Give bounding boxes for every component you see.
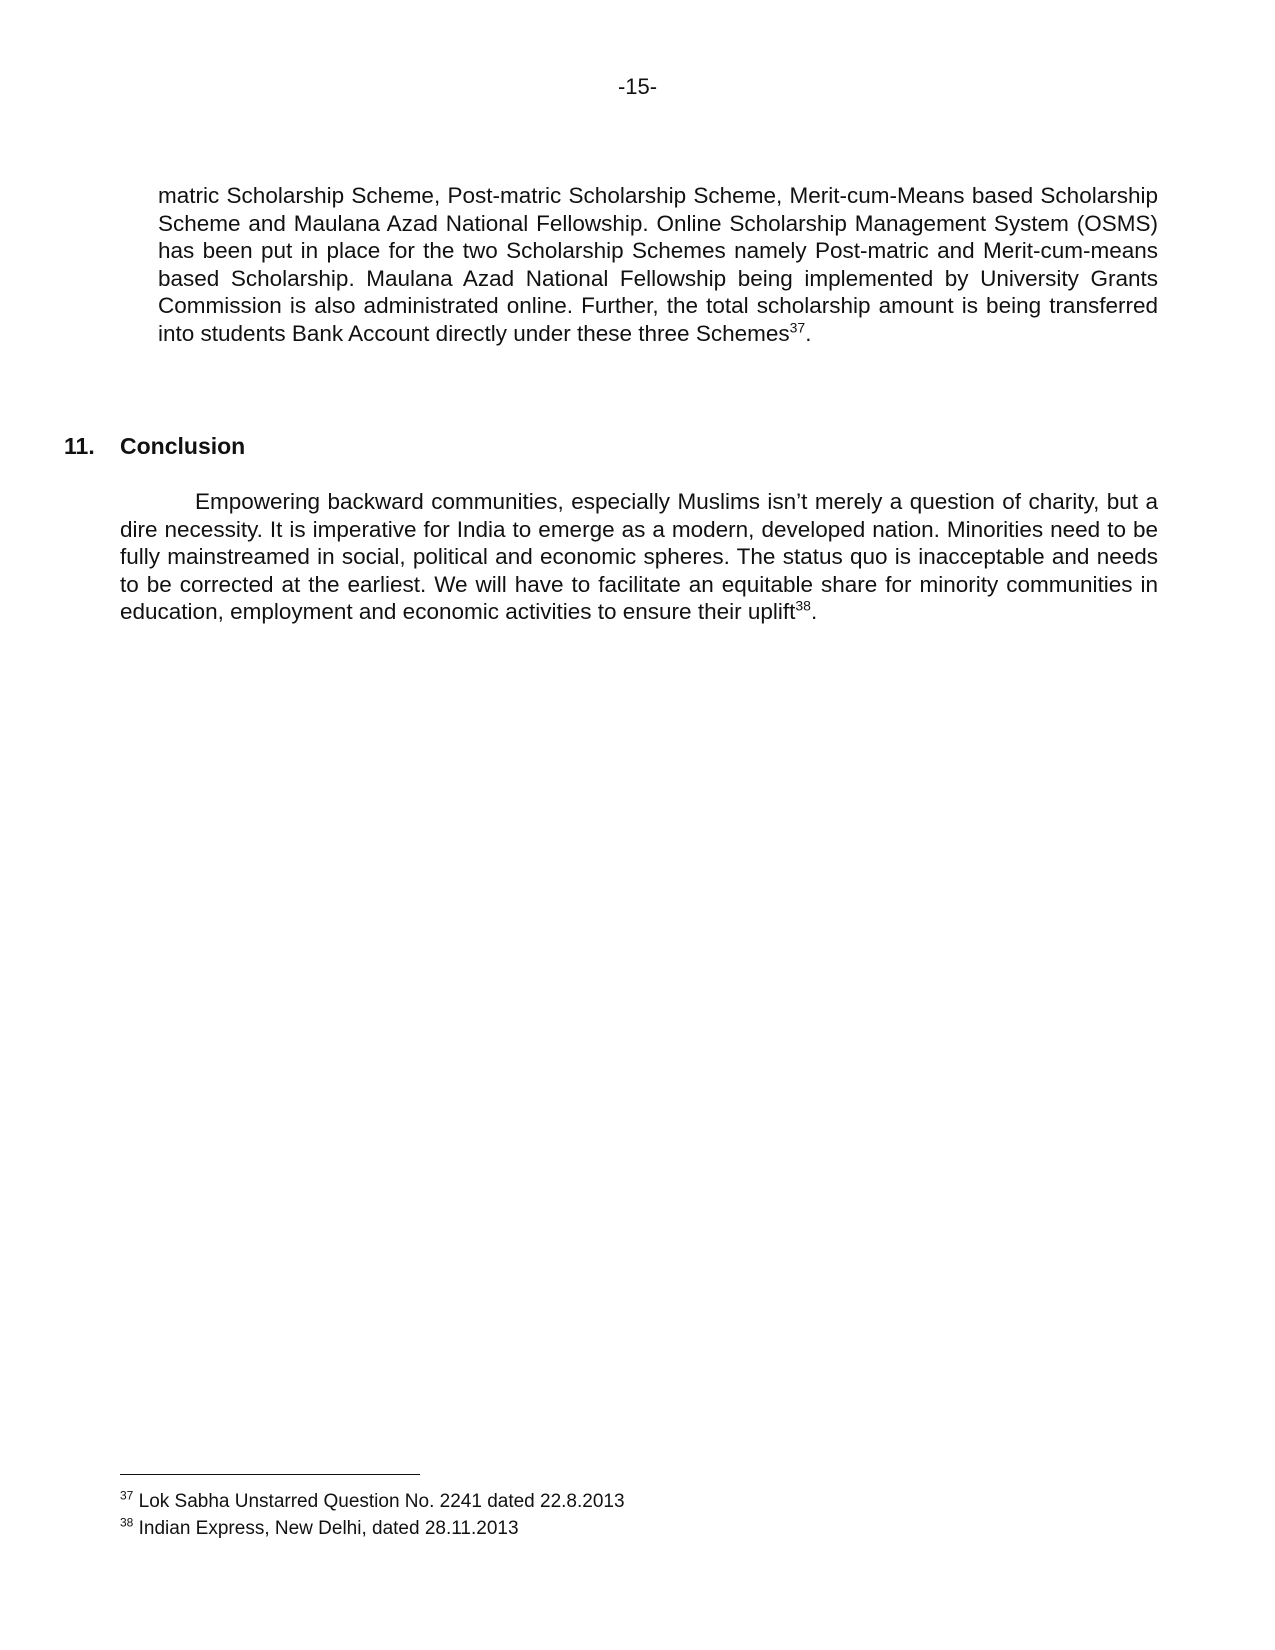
footnote-ref-37: 37 (789, 319, 806, 335)
footnote-38 (120, 1515, 1120, 1542)
footnote-text: Indian Express, New Delhi, dated 28.11.2013 (138, 1518, 519, 1539)
footnote-marker: 37 (120, 1488, 134, 1503)
footnote-separator (120, 1474, 420, 1475)
section-number: 11. (64, 433, 95, 459)
section-heading (64, 432, 245, 460)
conclusion-text: Empowering backward communities, especially Muslims isn’t merely a question of charity, but a dire necessity. It is imperative for India to emerge as a modern, developed nation. Minorities need to be fully mainstreamed in social, political and economic spheres. The status quo is inacceptable and needs to be corrected at the earliest. We will have to facilitate an equitable share for minority communities in education, employment and economic activities to ensure their uplift (120, 489, 1158, 624)
page-number: -15- (617, 74, 658, 99)
conclusion-end: . (810, 599, 818, 624)
conclusion-paragraph (120, 488, 1158, 626)
section-title: Conclusion (120, 433, 246, 459)
footnotes (120, 1488, 1120, 1542)
continued-paragraph (158, 182, 1158, 347)
continued-paragraph-text: matric Scholarship Scheme, Post-matric Scholarship Scheme, Merit-cum-Means based Scholarship Scheme and Maulana Azad National Fellowship. Online Scholarship Management System (OSMS) has been put in place for the two Scholarship Schemes namely Post-matric and Merit-cum-means based Scholarship. Maulana Azad National Fellowship being implemented by University Grants Commission is also administrated online. Further, the total scholarship amount is being transferred into students Bank Account directly under these three Schemes (158, 183, 1158, 346)
footnote-37 (120, 1488, 1120, 1515)
continued-paragraph-end: . (805, 320, 812, 346)
footnote-ref-38: 38 (795, 597, 811, 614)
footnote-marker: 38 (120, 1515, 134, 1530)
footnote-text: Lok Sabha Unstarred Question No. 2241 dated 22.8.2013 (138, 1491, 625, 1512)
